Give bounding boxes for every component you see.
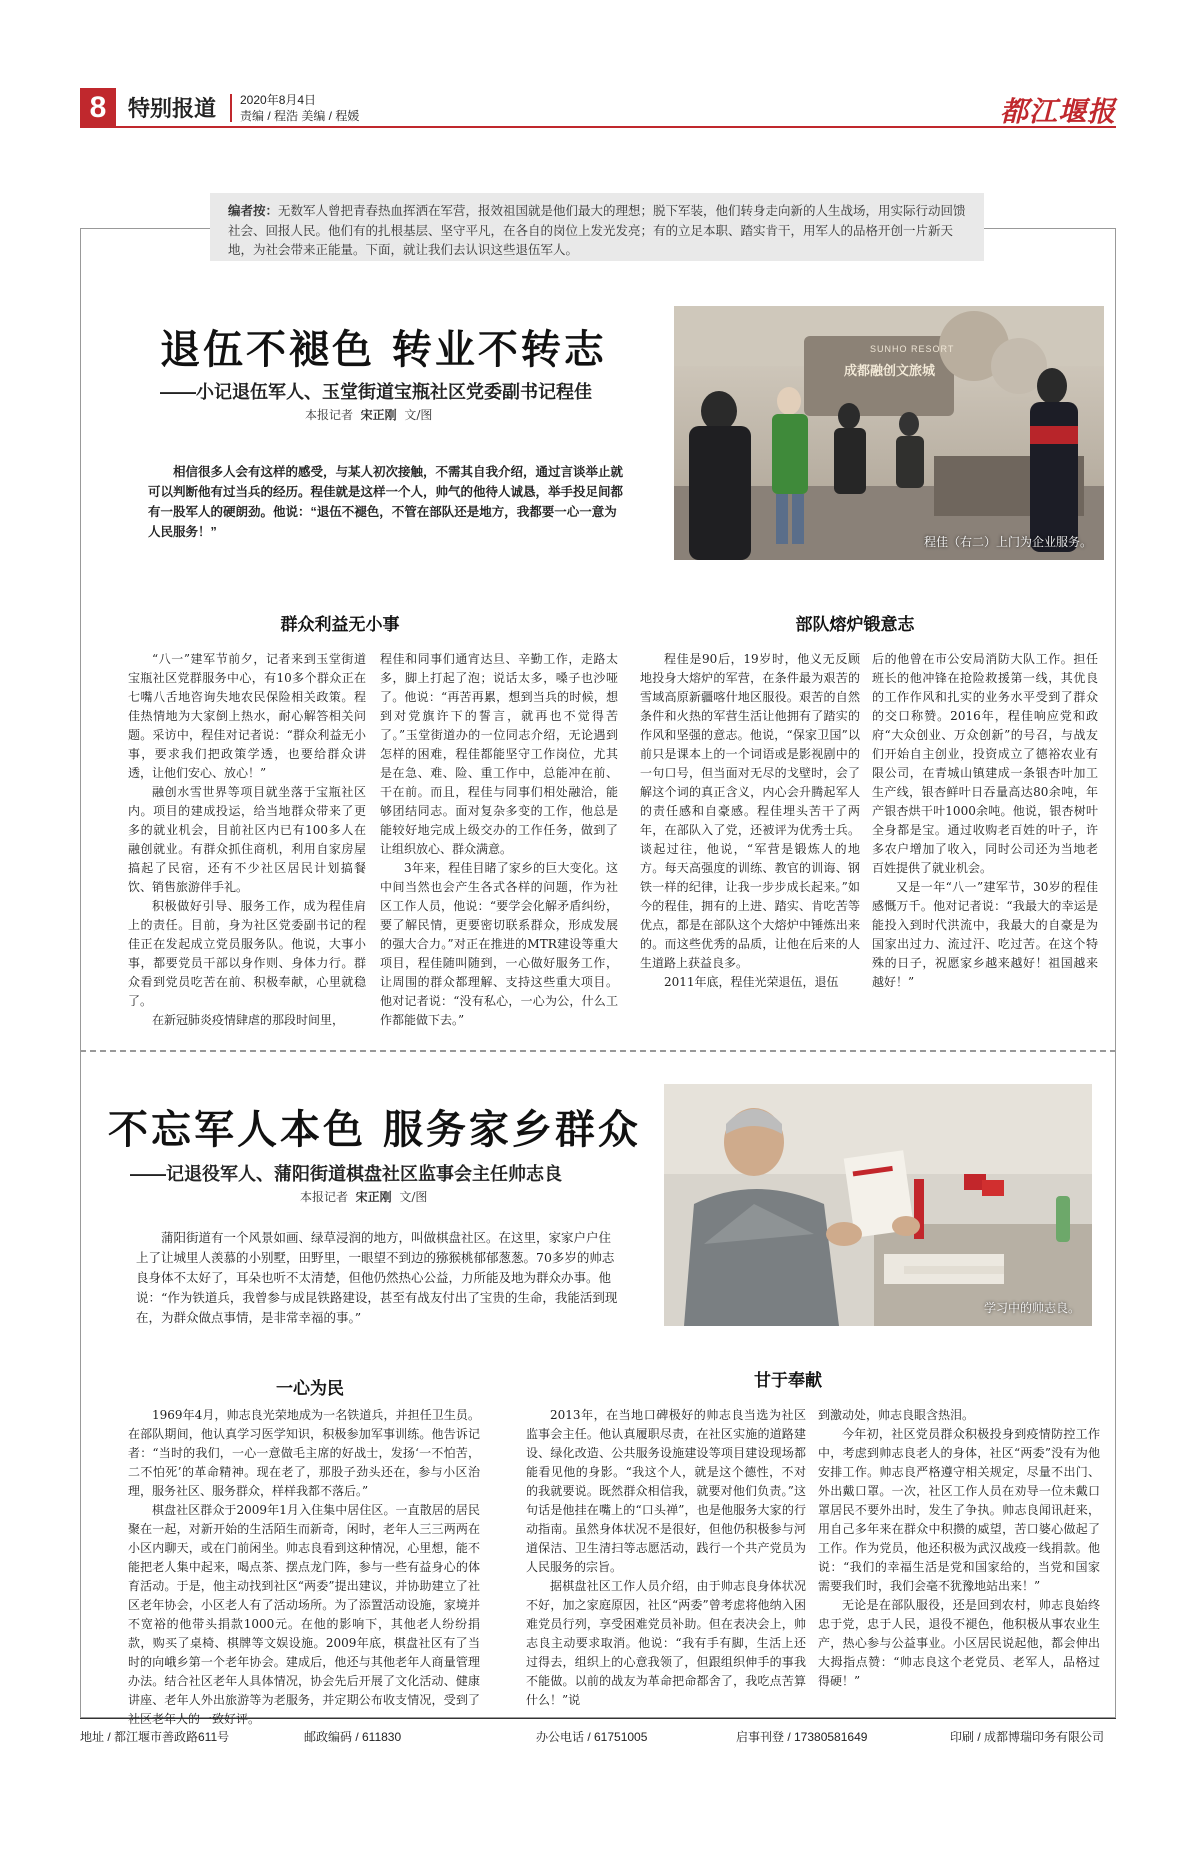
article2-photo <box>664 1084 1092 1326</box>
footer-printer: 印刷 / 成都博瑞印务有限公司 <box>950 1730 1105 1744</box>
page-number: 8 <box>80 88 116 128</box>
editor-credits: 责编 / 程浩 美编 / 程媛 <box>240 109 360 123</box>
article1-lead: 相信很多人会有这样的感受，与某人初次接触，不需其自我介绍，通过言谈举止就可以判断他有过当兵的经历。程佳就是这样一个人，帅气的他待人诚恳，举手投足间都有一股军人的硬朗劲。他说：“退伍不褪色，不管在部队还是地方，我都要一心一意为人民服务！” <box>148 465 624 539</box>
byline-name: 宋正刚 <box>360 408 397 422</box>
section-title: 特别报道 <box>128 96 217 121</box>
photo-sign-chinese: 成都融创文旅城 <box>844 363 936 378</box>
footer-postcode: 邮政编码 / 611830 <box>304 1730 402 1744</box>
paragraph: 2011年底，程佳光荣退伍，退伍 <box>664 975 839 989</box>
paragraph: 程佳和同事们通宵达旦、辛勤工作，走路太多，脚上打起了泡；说话太多，嗓子也沙哑了。他说：“再苦再累，想到当兵的时候，想到对党旗许下的誓言，就再也不觉得苦了。”玉堂街道办的一位同志介绍，无论遇到怎样的困难，程佳都能坚守工作岗位，尤其是在急、难、险、重工作中，总能冲在前、干在前。而且，程佳与同事们相处融洽，能够团结同志。面对复杂多变的工作，他总是能较好地完成上级交办的工作任务，做到了让组织放心、群众满意。 <box>380 652 618 856</box>
masthead-divider <box>230 94 232 122</box>
article2-photo-caption: 学习中的帅志良。 <box>983 1301 1080 1315</box>
article2-lead: 蒲阳街道有一个风景如画、绿草浸润的地方，叫做棋盘社区。在这里，家家户户住上了让城里人羡慕的小别墅，田野里，一眼望不到边的猕猴桃郁郁葱葱。70多岁的帅志良身体不太好了，耳朵也听不太清楚，但他仍然热心公益，力所能及地为群众办事。他说：“作为铁道兵，我曾参与成昆铁路建设，甚至有战友付出了宝贵的生命，我能活到现在，为群众做点事情，是非常幸福的事。” <box>136 1230 618 1325</box>
byline-suffix: 文/图 <box>404 408 433 422</box>
article1-headline: 退伍不褪色 转业不转志 <box>160 327 607 373</box>
issue-date: 2020年8月4日 <box>240 93 317 107</box>
article1-column-4 <box>872 650 1098 1012</box>
footer-office-phone: 办公电话 / 61751005 <box>536 1730 648 1744</box>
paragraph: 又是一年“八一”建军节，30岁的程佳感慨万千。他对记者说：“我最大的幸运是能投入到时代洪流中，我最大的自豪是为国家出过力、流过汗、吃过苦。在这个特殊的日子，祝愿家乡越来越好！祖国越来越好！” <box>872 880 1098 989</box>
paragraph: 到激动处，帅志良眼含热泪。 <box>818 1408 975 1422</box>
dateline <box>240 92 359 124</box>
byline-name: 宋正刚 <box>355 1190 392 1204</box>
article2-headline: 不忘军人本色 服务家乡群众 <box>108 1107 641 1153</box>
byline-suffix: 文/图 <box>399 1190 428 1204</box>
article2-column-3 <box>818 1406 1100 1708</box>
article1-column-1 <box>128 650 366 1027</box>
article-separator <box>80 1050 1116 1052</box>
article1-section2-title: 部队熔炉锻意志 <box>795 615 915 634</box>
article2-section1-title: 一心为民 <box>276 1379 344 1398</box>
footer-notice-phone: 启事刊登 / 17380581649 <box>736 1730 868 1744</box>
article1-subhead: ——小记退伍军人、玉堂街道宝瓶社区党委副书记程佳 <box>160 382 592 402</box>
footer-divider <box>80 1718 1116 1719</box>
article2-photo-illustration <box>664 1084 1092 1326</box>
article1-section1-title: 群众利益无小事 <box>280 615 400 634</box>
article1-photo-caption: 程佳（右二）上门为企业服务。 <box>923 535 1092 549</box>
editor-note <box>210 193 984 261</box>
paragraph: 融创水雪世界等项目就坐落于宝瓶社区内。项目的建成投运，给当地群众带来了更多的就业机会，目前社区内已有100多人在融创就业。有群众抓住商机，利用自家房屋搞起了民宿，还有不少社区居民计划搞餐饮、销售旅游伴手礼。 <box>128 785 366 894</box>
article1-byline <box>305 406 432 423</box>
paragraph: 2013年，在当地口碑极好的帅志良当选为社区监事会主任。他认真履职尽责，在社区实施的道路建设、绿化改造、公共服务设施建设等项目建设现场都能看见他的身影。“我这个人，就是这个德性，不对的我就要说。既然群众相信我，就要对他们负责。”这句话是他挂在嘴上的“口头禅”，也是他服务大家的行动指南。虽然身体状况不是很好，但他仍积极参与河道保洁、卫生清扫等志愿活动，践行一个共产党员为人民服务的宗旨。 <box>526 1408 806 1574</box>
footer <box>80 1728 1116 1750</box>
article2-column-1 <box>128 1406 480 1726</box>
article2-section2-title: 甘于奉献 <box>754 1371 822 1390</box>
paragraph: 今年初，社区党员群众积极投身到疫情防控工作中，考虑到帅志良老人的身体，社区“两委”没有为他安排工作。帅志良严格遵守相关规定，尽量不出门、外出戴口罩。一次，社区工作人员在劝导一位未戴口罩居民不要外出时，发生了争执。帅志良闻讯赶来，用自己多年来在群众中积攒的威望，苦口婆心做起了工作。作为党员，他还积极为武汉战疫一线捐款。他说：“我们的幸福生活是党和国家给的，当党和国家需要我们时，我们会毫不犹豫地站出来！” <box>818 1427 1100 1593</box>
paragraph: 3年来，程佳目睹了家乡的巨大变化。这中间当然也会产生各式各样的问题，作为社区工作人员，他说：“要学会化解矛盾纠纷，要了解民情，更要密切联系群众，形成发展的强大合力。”对正在推进的MTR建设等重大项目，程佳随叫随到，一心做好服务工作，让周围的群众都理解、支持这些重大项目。他对记者说：“没有私心，一心为公，什么工作都能做下去。” <box>380 861 618 1027</box>
paragraph: 棋盘社区群众于2009年1月入住集中居住区。一直散居的居民聚在一起，对新开始的生活陌生而新奇，闲时，老年人三三两两在小区内聊天，或在门前闲坐。帅志良看到这种情况，心里想，能不能把老人集中起来，喝点茶、摆点龙门阵，参与一些有益身心的体育活动。于是，他主动找到社区“两委”提出建议，并协助建立了社区老年协会，小区老人有了活动场所。为了添置活动设施，家境并不宽裕的他带头捐款1000元。在他的影响下，其他老人纷纷捐款，购买了桌椅、棋牌等文娱设施。2009年底，棋盘社区有了当时的向峨乡第一个老年协会。建成后，他还与其他老年人商量管理办法。结合社区老年人具体情况，协会先后开展了文化活动、健康讲座、老年人外出旅游等为老服务，并定期公布收支情况，受到了社区老年人的一致好评。 <box>128 1503 480 1726</box>
article2-column-2 <box>526 1406 806 1708</box>
editor-note-text: 无数军人曾把青春热血挥洒在军营，报效祖国就是他们最大的理想；脱下军装，他们转身走向新的人生战场，用实际行动回馈社会、回报人民。他们有的扎根基层、坚守平凡，在各自的岗位上发光发亮；有的立足本职、踏实肯干，用军人的品格开创一片新天地，为社会带来正能量。下面，就让我们去认识这些退伍军人。 <box>228 203 966 257</box>
photo-sign-english: SUNHO RESORT <box>870 344 955 354</box>
paragraph: 在新冠肺炎疫情肆虐的那段时间里， <box>152 1013 345 1027</box>
newspaper-logo: 都江堰报 <box>999 95 1116 128</box>
paragraph: 后的他曾在市公安局消防大队工作。担任班长的他冲锋在抢险救援第一线，其优良的工作作风和扎实的业务水平受到了群众的交口称赞。2016年，程佳响应党和政府“大众创业、万众创新”的号召，与战友们开始自主创业，投资成立了德裕农业有限公司，在青城山镇建成一条银杏叶加工生产线，银杏鲜叶日吞量高达80余吨，年产银杏烘干叶1000余吨。他说，银杏树叶全身都是宝。通过收购老百姓的叶子，许多农户增加了收入，同时公司还为当地老百姓提供了就业机会。 <box>872 652 1098 875</box>
paragraph: 据棋盘社区工作人员介绍，由于帅志良身体状况不好，加之家庭原因，社区“两委”曾考虑将他纳入困难党员行列，享受困难党员补助。但在表决会上，帅志良主动要求取消。他说：“我有手有脚，生活上还过得去，组织上的心意我领了，但跟组织伸手的事我不能做。以前的战友为革命把命都舍了，我吃点苦算什么！”说 <box>526 1579 806 1707</box>
byline-prefix: 本报记者 <box>300 1190 349 1204</box>
editor-note-label: 编者按： <box>228 204 279 218</box>
article1-column-3 <box>640 650 860 1012</box>
paragraph: 程佳是90后，19岁时，他义无反顾地投身大熔炉的军营，在条件最为艰苦的雪域高原新疆喀什地区服役。艰苦的自然条件和火热的军营生活让他拥有了踏实的作风和坚强的意志。他说，“保家卫国”以前只是课本上的一个词语或是影视剧中的一句口号，但当面对无尽的戈壁时，会了解这个词的真正含义，内心会升腾起军人的责任感和自豪感。程佳埋头苦干了两年，在部队入了党，还被评为优秀士兵。谈起过往，他说，“军营是锻炼人的地方。每天高强度的训练、教官的训诲、钢铁一样的纪律，让我一步步成长起来。”如今的程佳，拥有的上进、踏实、肯吃苦等优点，都是在部队这个大熔炉中锤炼出来的。而这些优秀的品质，让他在后来的人生道路上获益良多。 <box>640 652 860 970</box>
article2-byline <box>300 1188 427 1205</box>
article2-subhead: ——记退役军人、蒲阳街道棋盘社区监事会主任帅志良 <box>130 1164 562 1184</box>
paragraph: 1969年4月，帅志良光荣地成为一名铁道兵，并担任卫生员。在部队期间，他认真学习医学知识，积极参加军事训练。他告诉记者：“当时的我们，一心一意做毛主席的好战士，发扬‘一不怕苦，二不怕死’的革命精神。现在老了，那股子劲头还在，参与小区治理，服务社区、服务群众，样样我都不落后。” <box>128 1408 480 1498</box>
footer-address: 地址 / 都江堰市善政路611号 <box>80 1730 230 1744</box>
masthead <box>80 88 1116 128</box>
article1-column-2 <box>380 650 618 1027</box>
paragraph: 无论是在部队服役，还是回到农村，帅志良始终忠于党，忠于人民，退役不褪色，他积极从事农业生产，热心参与公益事业。小区居民说起他，都会伸出大拇指点赞：“帅志良这个老党员、老军人，品格过得硬！” <box>818 1598 1100 1688</box>
article1-photo <box>674 306 1104 560</box>
paragraph: 积极做好引导、服务工作，成为程佳肩上的责任。目前，身为社区党委副书记的程佳正在发起成立党员服务队。他说，大事小事，都要党员干部以身作则、身体力行。群众看到党员吃苦在前、积极奉献，心里就稳了。 <box>128 899 366 1008</box>
paragraph: “八一”建军节前夕，记者来到玉堂街道宝瓶社区党群服务中心，有10多个群众正在七嘴八舌地咨询失地农民保险相关政策。程佳热情地为大家倒上热水，耐心解答相关问题。采访中，程佳对记者说：“群众利益无小事，要求我们把政策学透，也要给群众讲透，让他们安心、放心！” <box>128 652 366 780</box>
byline-prefix: 本报记者 <box>305 408 354 422</box>
